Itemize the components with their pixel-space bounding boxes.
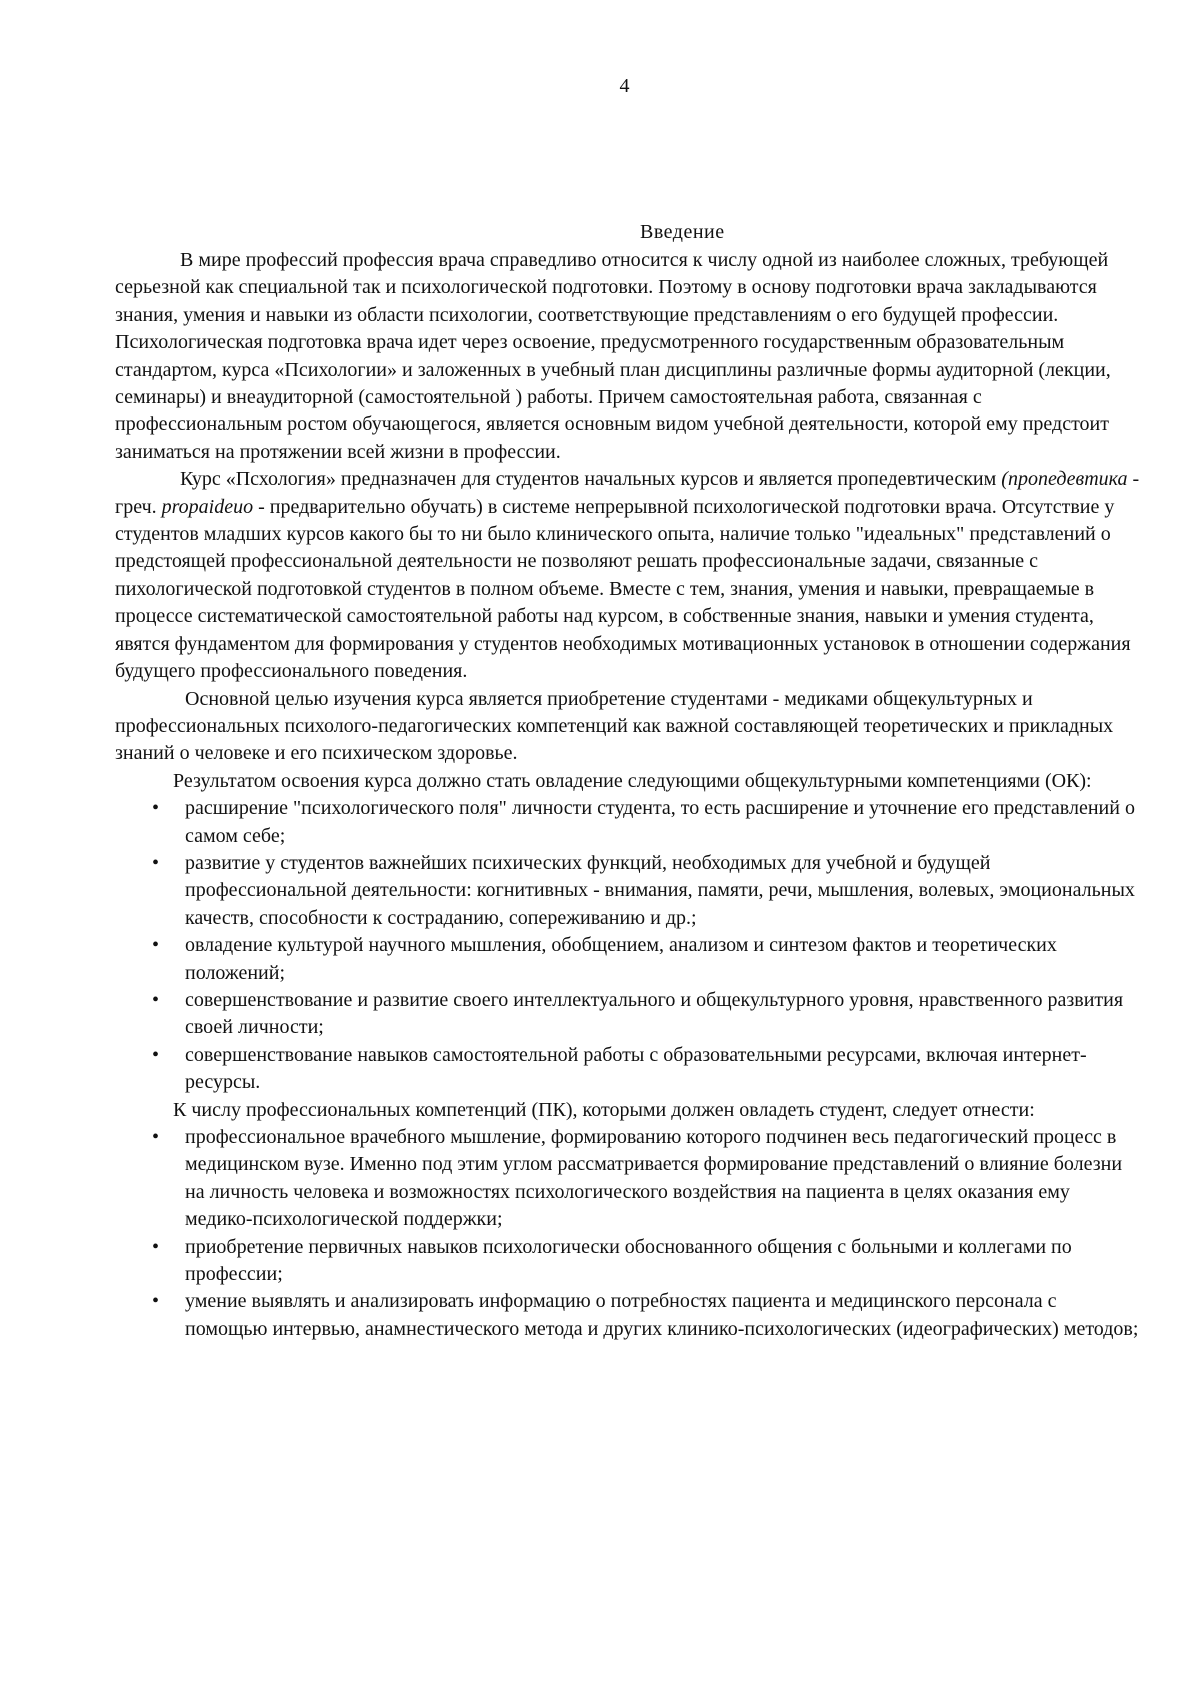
list-item-text: расширение "психологического поля" личности студента, то есть расширение и уточнение его представлений о самом себе; <box>185 797 1135 847</box>
paragraph-course-text-a: Курс «Псхология» предназначен для студентов начальных курсов и является пропедевтическим <box>180 468 1002 491</box>
paragraph-goal: Основной целью изучения курса является приобретение студентами - медиками общекультурных и профессиональных психолого-педагогических компетенций как важной составляющей теоретических и прикладных знаний о человеке и его психическом здоровье. <box>115 687 1114 765</box>
paragraph-ok-intro: Результатом освоения курса должно стать овладение следующими общекультурными компетенциями (ОК): <box>173 769 1092 792</box>
list-item-text: совершенствование навыков самостоятельной работы с образовательными ресурсами, включая интернет-ресурсы. <box>185 1043 1087 1094</box>
section-title: Введение <box>640 221 725 243</box>
list-item <box>115 795 1140 850</box>
list-item-text: умение выявлять и анализировать информацию о потребностях пациента и медицинского персонала с помощью интервью, анамнестического метода и других клинико-психологических (идеографических) методов; <box>185 1290 1139 1340</box>
bullet-icon: • <box>152 988 160 1011</box>
page-number: 4 <box>619 75 630 97</box>
bullet-icon: • <box>152 1290 160 1313</box>
bullet-icon: • <box>152 1043 160 1066</box>
bullet-icon: • <box>152 934 160 957</box>
list-item-text: профессиональное врачебного мышление, формированию которого подчинен весь педагогический процесс в медицинском вузе. Именно под этим углом рассматривается формирование представлений о влияние болезни на личность человека и возможностях психологического воздействия на пациента в целях оказания ему медико-психологической поддержки; <box>185 1126 1123 1231</box>
bullet-icon: • <box>152 797 160 820</box>
list-item-text: совершенствование и развитие своего интеллектуального и общекультурного уровня, нравственного развития своей личности; <box>185 988 1124 1039</box>
list-item-text: развитие у студентов важнейших психических функций, необходимых для учебной и будущей профессиональной деятельности: когнитивных - внимания, памяти, речи, мышления, волевых, эмоциональных качеств, способности к состраданию, сопереживанию и др.; <box>185 851 1135 929</box>
list-item <box>115 1042 1140 1097</box>
list-item-text: овладение культурой научного мышления, обобщением, анализом и синтезом фактов и теоретических положений; <box>185 934 1057 984</box>
document-body <box>115 247 1140 1343</box>
list-item <box>115 932 1140 987</box>
pk-competencies-list <box>115 1124 1140 1343</box>
list-item <box>115 850 1140 932</box>
paragraph-course-text-e: - предварительно обучать) в системе непрерывной психологической подготовки врача. Отсутствие у студентов младших курсов какого бы то ни было клинического опыта, наличие только "идеальных" представлений о предстоящей профессиональной деятельности не позволяют решать профессиональные задачи, связанные с пихологической подготовкой студентов в полном объеме. Вместе с тем, знания, умения и навыки, превращаемые в процессе систематической самостоятельной работы над курсом, в собственные знания, навыки и умения студента, явятся фундаментом для формирования у студентов необходимых мотивационных установок в отношении содержания будущего профессионального поведения. <box>115 495 1131 683</box>
list-item-text: приобретение первичных навыков психологически обоснованного общения с больными и коллегами по профессии; <box>185 1235 1072 1286</box>
list-item <box>115 1234 1140 1289</box>
list-item <box>115 1124 1140 1234</box>
list-item <box>115 987 1140 1042</box>
paragraph-course-text-c: - греч. <box>115 468 1140 518</box>
list-item <box>115 1288 1140 1343</box>
paragraph-intro: В мире профессий профессия врача справедливо относится к числу одной из наиболее сложных, требующей серьезной как специальной так и психологической подготовки. Поэтому в основу подготовки врача закладываются знания, умения и навыки из области психологии, соответствующие представлениям о его будущей профессии. Психологическая подготовка врача идет через освоение, предусмотренного государственным образовательным стандартом, курса «Психологии» и заложенных в учебный план дисциплины различные формы аудиторной (лекции, семинары) и внеаудиторной (самостоятельной ) работы. Причем самостоятельная работа, связанная с профессиональным ростом обучающегося, является основным видом учебной деятельности, которой ему предстоит заниматься на протяжении всей жизни в профессии. <box>115 249 1111 463</box>
bullet-icon: • <box>152 1126 160 1148</box>
paragraph-course-greek-term: propaideuo <box>161 495 254 518</box>
ok-competencies-list <box>115 795 1140 1096</box>
paragraph-pk-intro: К числу профессиональных компетенций (ПК), которыми должен овладеть студент, следует отнести: <box>173 1098 1035 1121</box>
paragraph-course-term: (пропедевтика <box>1001 468 1128 491</box>
bullet-icon: • <box>152 851 160 874</box>
bullet-icon: • <box>152 1235 160 1258</box>
paragraph-course <box>115 466 1140 685</box>
